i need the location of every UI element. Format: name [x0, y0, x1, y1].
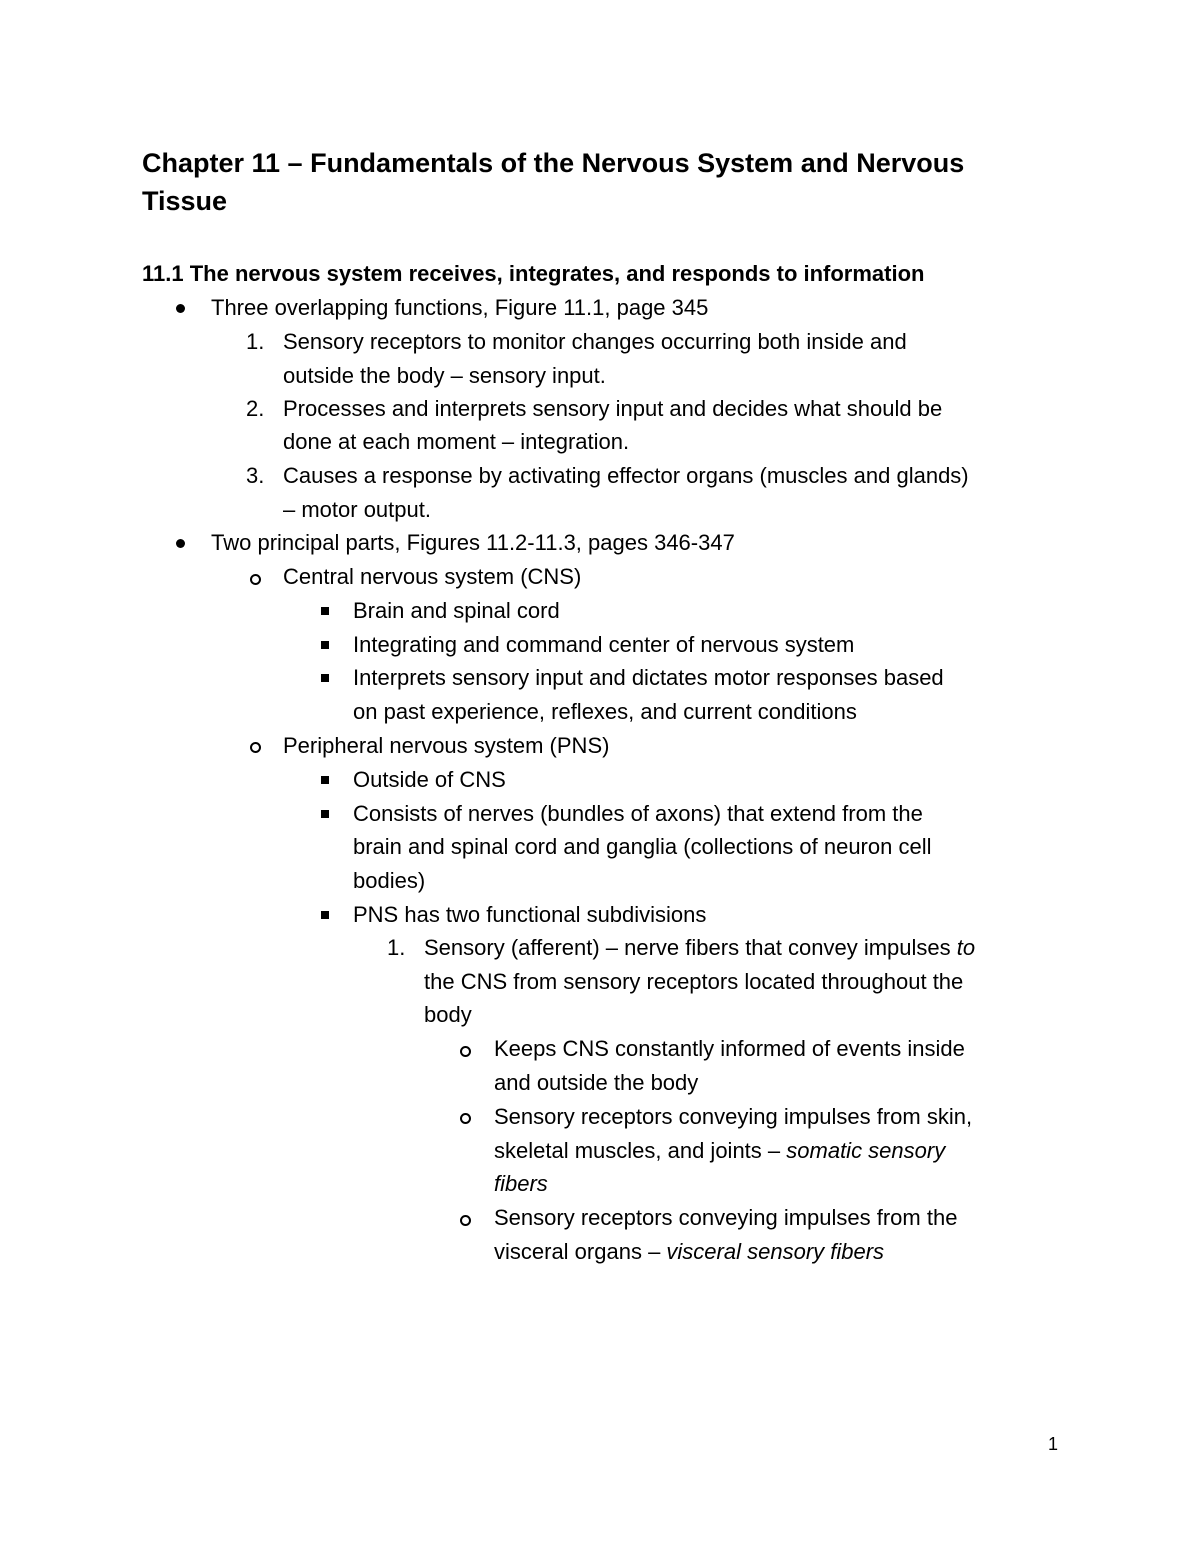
bullet-circle-icon [250, 574, 261, 585]
emphasis-text: visceral sensory fibers [666, 1239, 885, 1264]
list-item-line: PNS has two functional subdivisions [353, 902, 707, 927]
emphasis-text: fibers [494, 1171, 548, 1196]
bullet-dot-icon [176, 304, 185, 313]
list-item-line: and outside the body [494, 1070, 699, 1095]
list-number: 3. [246, 463, 265, 488]
emphasis-text: to [956, 935, 976, 960]
list-item-line: Processes and interprets sensory input and decides what should be [283, 396, 943, 421]
bullet-square-icon [321, 810, 329, 818]
list-item-line: Integrating and command center of nervous system [353, 632, 855, 657]
list-item-line: the CNS from sensory receptors located throughout the [424, 969, 964, 994]
list-item-line: Interprets sensory input and dictates motor responses based [353, 665, 944, 690]
section-heading: 11.1 The nervous system receives, integrates, and responds to information [142, 261, 925, 286]
list-item-line [494, 1134, 945, 1168]
bullet-item: Two principal parts, Figures 11.2-11.3, pages 346-347 [211, 530, 735, 555]
list-item-line: brain and spinal cord and ganglia (collections of neuron cell [353, 834, 932, 859]
list-item-line: Brain and spinal cord [353, 598, 560, 623]
list-item-text: skeletal muscles, and joints – [494, 1138, 787, 1163]
bullet-square-icon [321, 911, 329, 919]
bullet-square-icon [321, 641, 329, 649]
list-item-line: Causes a response by activating effector organs (muscles and glands) [283, 463, 969, 488]
list-item-line: on past experience, reflexes, and current conditions [353, 699, 857, 724]
list-item-line: body [424, 1002, 472, 1027]
bullet-circle-icon [250, 742, 261, 753]
list-item-line: Consists of nerves (bundles of axons) that extend from the [353, 801, 923, 826]
list-item-line: bodies) [353, 868, 426, 893]
list-item-line: Sensory receptors conveying impulses from the [494, 1205, 958, 1230]
emphasis-text: somatic sensory [786, 1138, 946, 1163]
list-number: 2. [246, 396, 265, 421]
list-item-line: Sensory receptors to monitor changes occurring both inside and [283, 329, 907, 354]
bullet-circle-icon [460, 1113, 471, 1124]
list-item-line: Sensory receptors conveying impulses from skin, [494, 1104, 973, 1129]
bullet-item: Three overlapping functions, Figure 11.1, page 345 [211, 295, 709, 320]
bullet-circle-icon [460, 1215, 471, 1226]
list-item-line: Keeps CNS constantly informed of events inside [494, 1036, 965, 1061]
list-number: 1. [387, 935, 406, 960]
list-item-line [494, 1235, 884, 1269]
list-number: 1. [246, 329, 265, 354]
chapter-title: Chapter 11 – Fundamentals of the Nervous System and Nervous Tissue [142, 148, 965, 216]
list-item-line: Peripheral nervous system (PNS) [283, 733, 610, 758]
bullet-square-icon [321, 776, 329, 784]
list-item-line: – motor output. [283, 497, 431, 522]
list-item-line: Outside of CNS [353, 767, 506, 792]
page-number: 1 [1048, 1434, 1059, 1454]
list-item-line: outside the body – sensory input. [283, 363, 606, 388]
list-item-line: done at each moment – integration. [283, 429, 630, 454]
list-item-line [424, 931, 975, 965]
list-item-text: Sensory (afferent) – nerve fibers that convey impulses [424, 935, 957, 960]
list-item-line [494, 1167, 548, 1201]
bullet-square-icon [321, 674, 329, 682]
bullet-circle-icon [460, 1046, 471, 1057]
list-item-text: visceral organs – [494, 1239, 667, 1264]
bullet-dot-icon [176, 539, 185, 548]
list-item-line: Central nervous system (CNS) [283, 564, 582, 589]
bullet-square-icon [321, 607, 329, 615]
